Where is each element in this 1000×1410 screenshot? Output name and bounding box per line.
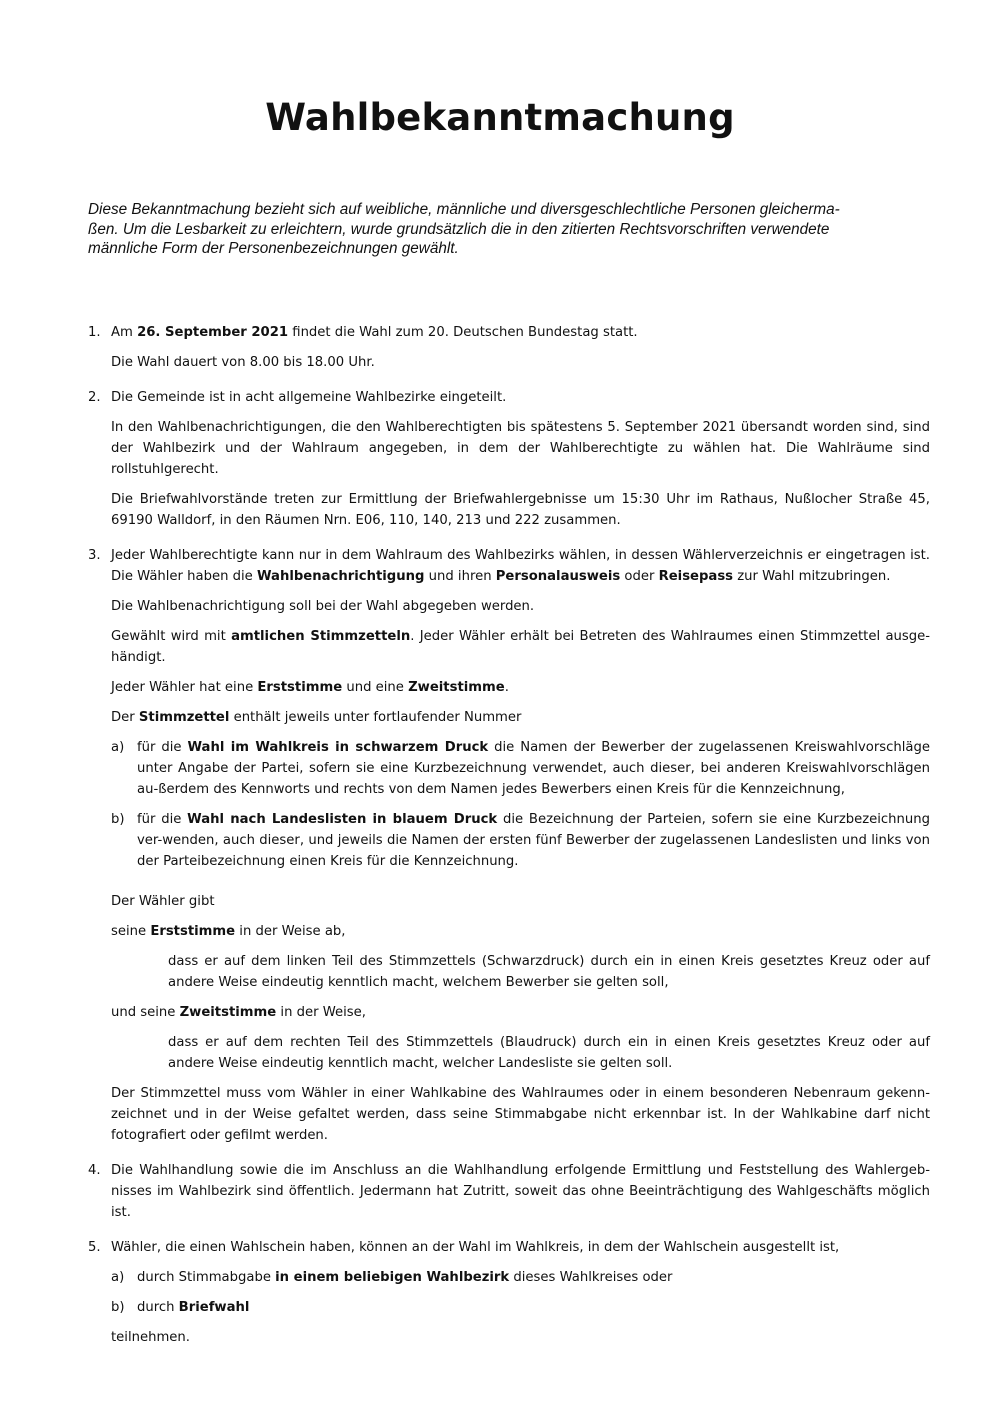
text: Jeder Wähler hat eine xyxy=(111,680,258,695)
section-4 xyxy=(88,1160,930,1223)
paragraph xyxy=(111,1002,930,1023)
bold-text: Zweitstimme xyxy=(408,680,505,695)
bold-text: Stimmzettel xyxy=(138,710,230,725)
list-label: a) xyxy=(111,740,125,755)
text: die Namen der Bewerber der zugelassenen Kreiswahlvorschläge unter Angabe der Partei, sofern sie eine Kurzbezeichnung verwendet, auch dieser, bei anderen Kreiswahlvorschlägen au-ßerdem des Kennworts und rechts von dem Namen jedes Bewerbers einen Kreis für die Kennzeichnung, xyxy=(137,740,930,797)
text: dieses Wahlkreises oder xyxy=(509,1270,673,1285)
text: die Bezeichnung der Parteien, sofern sie eine Kurzbezeichnung ver-wenden, auch dieser, und jeweils die Namen der ersten fünf Bewerber der zugelassenen Landeslisten und links von der Parteibezeichnung einen Kreis für die Kennzeichnung. xyxy=(137,812,930,869)
paragraph xyxy=(111,677,930,698)
intro-line: männliche Form der Personenbezeichnungen gewählt. xyxy=(88,240,459,257)
paragraph: Die Gemeinde ist in acht allgemeine Wahlbezirke eingeteilt. xyxy=(111,390,507,405)
text: für die xyxy=(137,740,188,755)
list-item-b xyxy=(111,809,930,872)
text: für die xyxy=(137,812,188,827)
section-number: 3. xyxy=(88,548,101,563)
section-1 xyxy=(88,322,930,373)
section-5 xyxy=(88,1237,930,1348)
bold-text: Personalausweis xyxy=(495,569,621,584)
text: . xyxy=(504,680,509,695)
paragraph xyxy=(111,626,930,668)
paragraph: Die Wahl dauert von 8.00 bis 18.00 Uhr. xyxy=(111,355,375,370)
document-body xyxy=(88,322,930,1362)
list-label: a) xyxy=(111,1270,125,1285)
election-date: 26. September 2021 xyxy=(137,325,289,340)
text: Jeder Wahlberechtigte kann nur in dem Wahlraum des Wahlbezirks wählen, in dessen Wählerverzeichnis er eingetragen ist. Die Wähler haben die xyxy=(111,548,930,584)
text: und seine xyxy=(111,1005,180,1020)
text: findet die Wahl zum 20. Deutschen Bundestag statt. xyxy=(288,325,638,340)
paragraph xyxy=(111,322,930,343)
intro-line: ßen. Um die Lesbarkeit zu erleichtern, wurde grundsätzlich die in den zitierten Rechtsvorschriften verwendete xyxy=(88,220,830,238)
text: Am xyxy=(111,325,138,340)
paragraph xyxy=(111,707,930,728)
text: Gewählt wird mit xyxy=(111,629,232,644)
bold-text: Erststimme xyxy=(257,680,343,695)
page-title: Wahlbekanntmachung xyxy=(265,96,735,139)
paragraph: Die Briefwahlvorstände treten zur Ermittlung der Briefwahlergebnisse um 15:30 Uhr im Rathaus, Nußlocher Straße 45, 69190 Walldorf, in den Räumen Nrn. E06, 110, 140, 213 und 222 zusammen. xyxy=(111,492,930,528)
text: in der Weise ab, xyxy=(235,924,346,939)
section-number: 4. xyxy=(88,1163,101,1178)
bold-text: Wahlbenachrichtigung xyxy=(256,569,425,584)
section-3 xyxy=(88,545,930,1146)
list-label: b) xyxy=(111,812,125,827)
bold-text: Reisepass xyxy=(658,569,734,584)
bold-text: amtlichen Stimmzetteln xyxy=(231,629,411,644)
section-number: 5. xyxy=(88,1240,101,1255)
bold-text: Erststimme xyxy=(150,924,236,939)
text: zur Wahl mitzubringen. xyxy=(733,569,891,584)
list-item-b xyxy=(111,1297,930,1318)
paragraph: Die Wahlhandlung sowie die im Anschluss an die Wahlhandlung erfolgende Ermittlung und Feststellung des Wahlergeb-nisses im Wahlbezirk sind öffentlich. Jedermann hat Zutritt, soweit das ohne Beeinträchtigung des Wahlgeschäfts möglich ist. xyxy=(111,1163,930,1220)
bold-text: in einem beliebigen Wahlbezirk xyxy=(275,1270,510,1285)
text: durch xyxy=(137,1300,179,1315)
section-2 xyxy=(88,387,930,531)
text: enthält jeweils unter fortlaufender Nummer xyxy=(229,710,522,725)
section-number: 2. xyxy=(88,390,101,405)
text: oder xyxy=(620,569,659,584)
text: in der Weise, xyxy=(276,1005,366,1020)
list-item-a xyxy=(111,1267,930,1288)
text: Der xyxy=(111,710,139,725)
paragraph: teilnehmen. xyxy=(111,1330,190,1345)
intro-line: Diese Bekanntmachung bezieht sich auf weibliche, männliche und diversgeschlechtliche Personen gleicherma- xyxy=(88,201,840,218)
text: durch Stimmabgabe xyxy=(137,1270,276,1285)
indented-paragraph: dass er auf dem rechten Teil des Stimmzettels (Blaudruck) durch ein in einen Kreis gesetztes Kreuz oder auf andere Weise eindeutig kenntlich macht, welcher Landesliste sie gelten soll. xyxy=(168,1035,930,1071)
bold-text: Briefwahl xyxy=(178,1300,250,1315)
text: . Jeder Wähler erhält bei Betreten des Wahlraumes einen Stimmzettel ausge-händigt. xyxy=(111,629,930,665)
paragraph: Der Wähler gibt xyxy=(111,894,215,909)
list-label: b) xyxy=(111,1300,125,1315)
bold-text: Zweitstimme xyxy=(179,1005,277,1020)
text: seine xyxy=(111,924,151,939)
intro-note xyxy=(88,200,930,259)
list-item-a xyxy=(111,737,930,800)
bold-text: Wahl nach Landeslisten in blauem Druck xyxy=(187,812,498,827)
paragraph: Die Wahlbenachrichtigung soll bei der Wahl abgegeben werden. xyxy=(111,599,535,614)
paragraph xyxy=(111,545,930,587)
paragraph: Wähler, die einen Wahlschein haben, können an der Wahl im Wahlkreis, in dem der Wahlschein ausgestellt ist, xyxy=(111,1240,840,1255)
paragraph: In den Wahlbenachrichtigungen, die den Wahlberechtigten bis spätestens 5. September 2021 übersandt worden sind, sind der Wahlbezirk und der Wahlraum angegeben, in dem der Wahlberechtigte zu wählen hat. Die Wahlräume sind rollstuhlgerecht. xyxy=(111,420,930,477)
text: und eine xyxy=(342,680,409,695)
bold-text: Wahl im Wahlkreis in schwarzem Druck xyxy=(187,740,489,755)
paragraph xyxy=(111,921,930,942)
text: und ihren xyxy=(424,569,496,584)
spacer xyxy=(111,881,930,891)
paragraph: Der Stimmzettel muss vom Wähler in einer Wahlkabine des Wahlraumes oder in einem besonderen Nebenraum gekenn-zeichnet und in der Weise gefaltet werden, dass seine Stimmabgabe nicht erkennbar ist. In der Wahlkabine darf nicht fotografiert oder gefilmt werden. xyxy=(111,1086,930,1143)
section-number: 1. xyxy=(88,325,101,340)
indented-paragraph: dass er auf dem linken Teil des Stimmzettels (Schwarzdruck) durch ein in einen Kreis gesetztes Kreuz oder auf andere Weise eindeutig kenntlich macht, welchem Bewerber sie gelten soll, xyxy=(168,954,930,990)
